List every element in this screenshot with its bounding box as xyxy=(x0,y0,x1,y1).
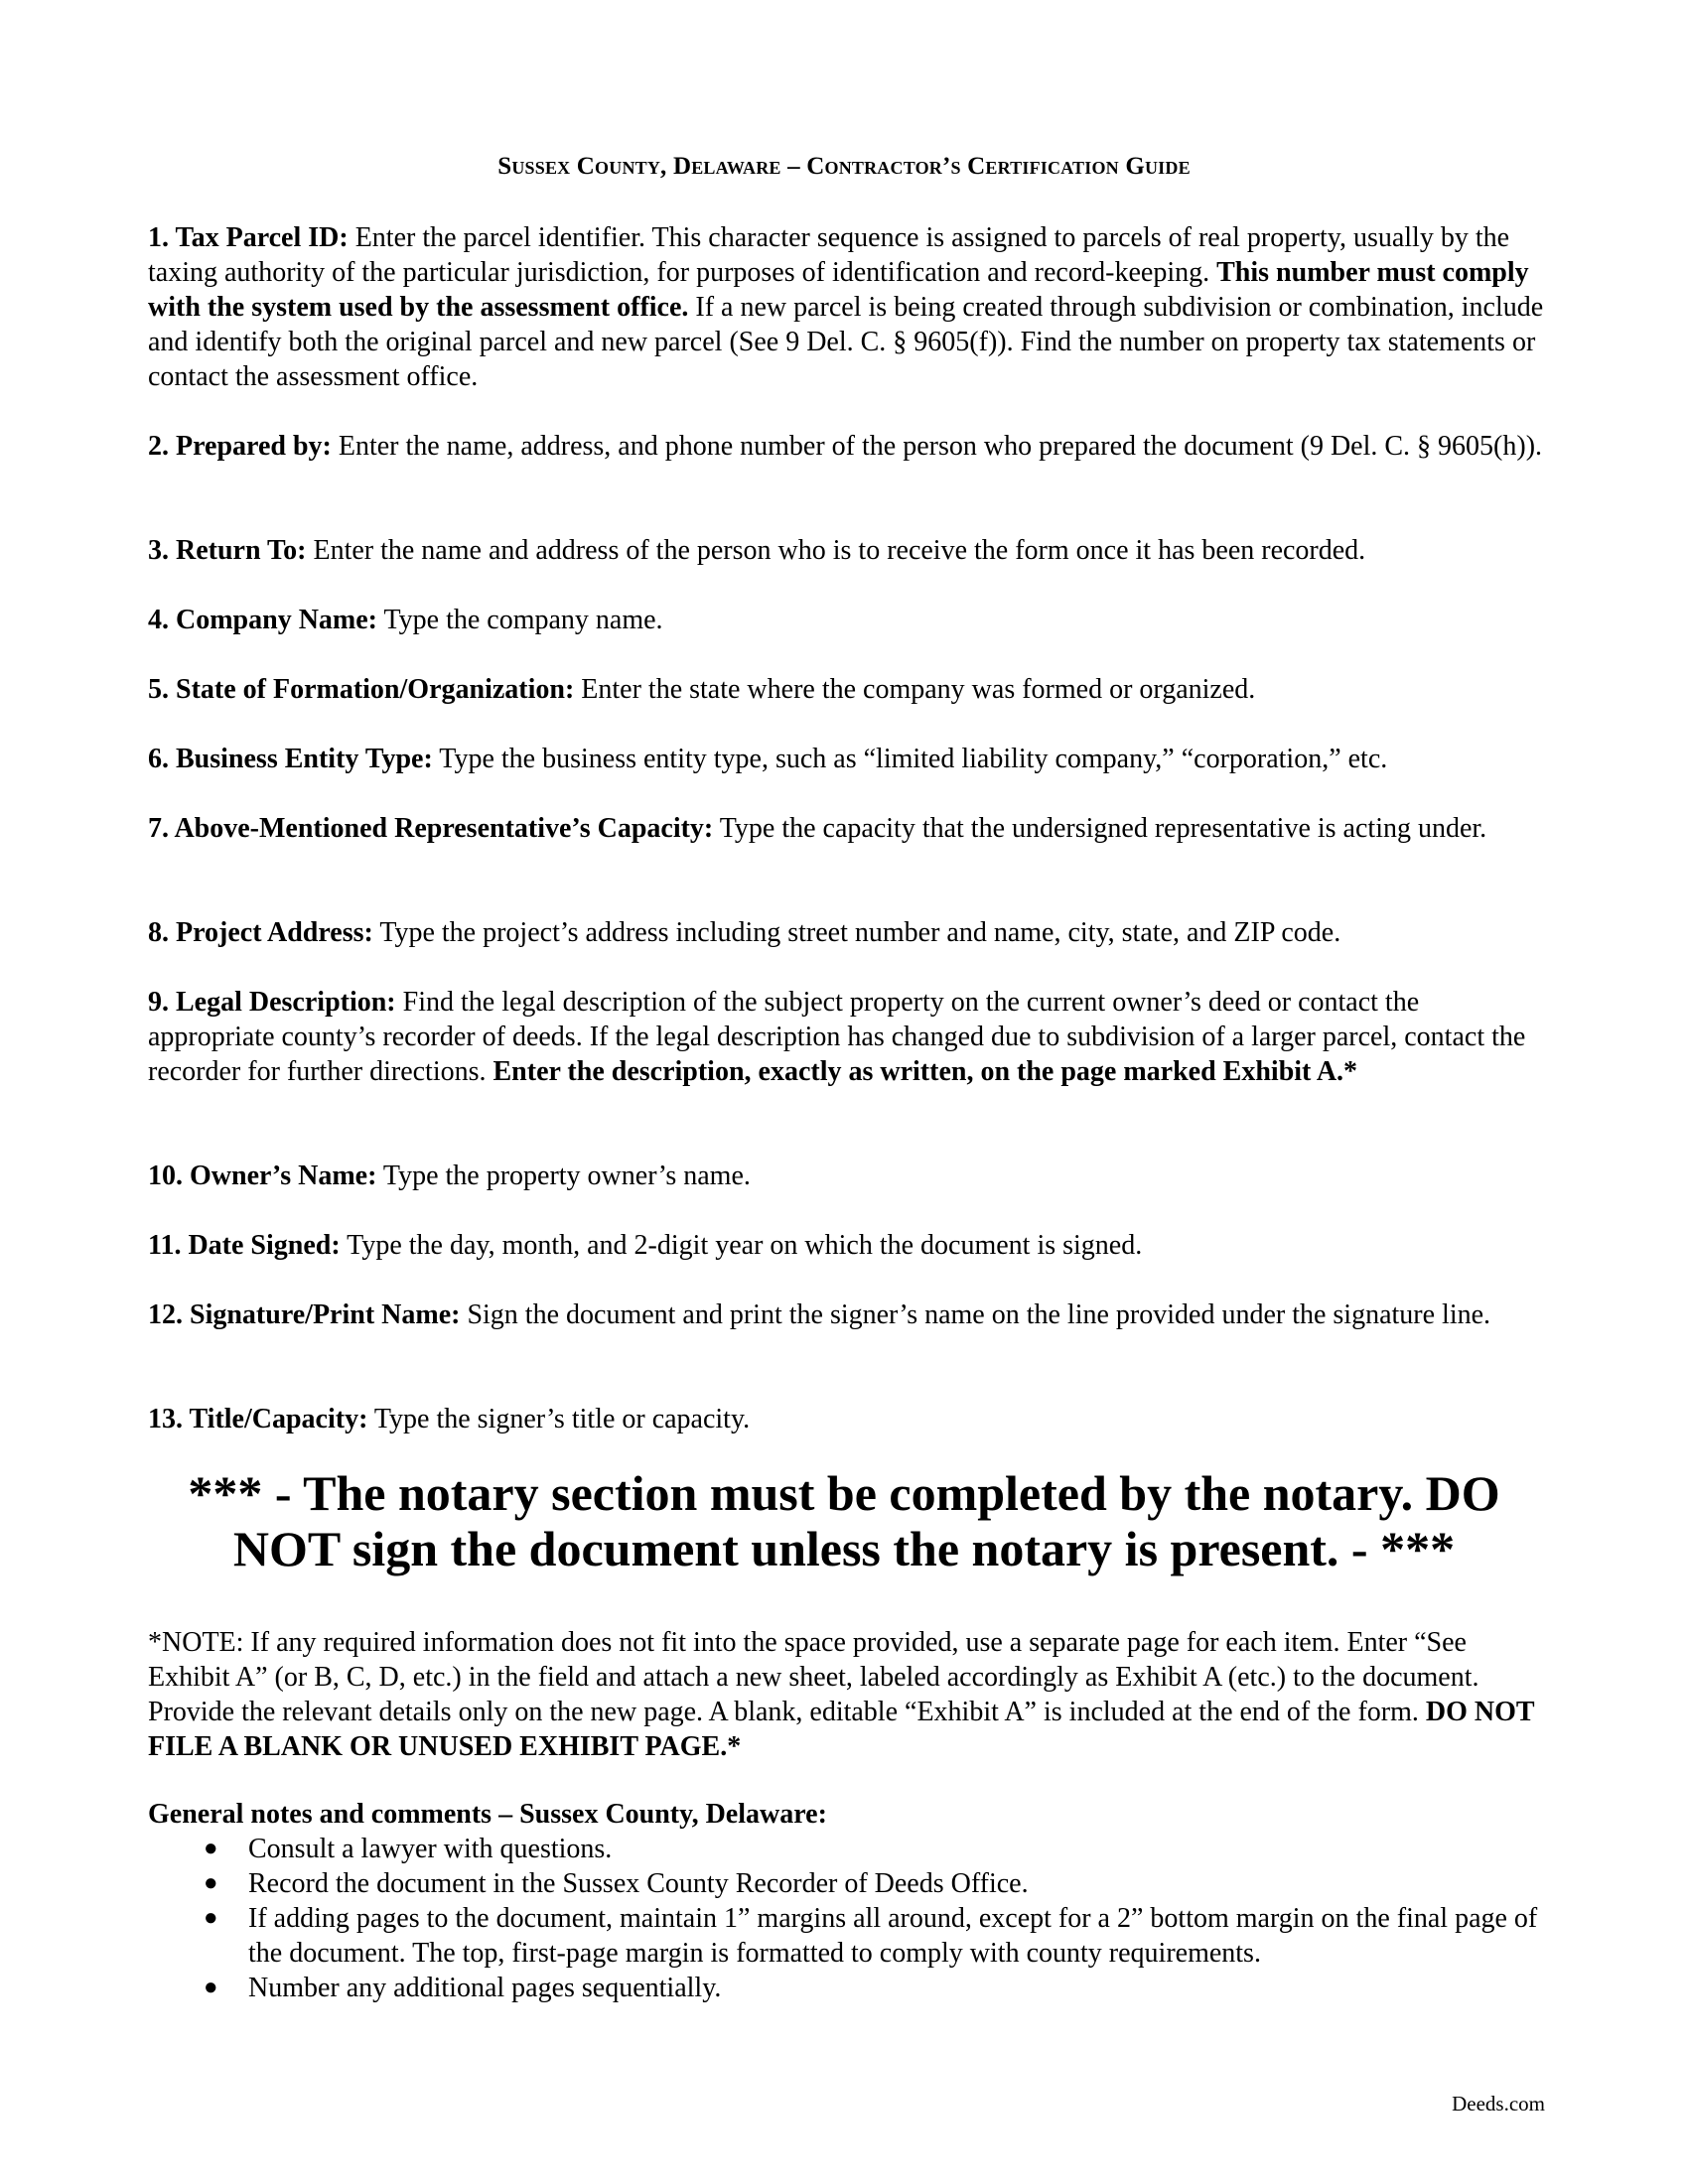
list-item-text: Record the document in the Sussex County Recorder of Deeds Office. xyxy=(248,1868,1029,1899)
item-text: Type the company name. xyxy=(377,605,663,635)
item-text: Type the capacity that the undersigned representative is acting under. xyxy=(713,813,1487,844)
general-notes-title: General notes and comments – Sussex County, Delaware: xyxy=(148,1799,827,1830)
note-text: *NOTE: If any required information does not fit into the space provided, use a separate page for each item. Enter “See Exhibit A” (or B, C, D, etc.) in the field and attach a new sheet, labeled accordingly as Exhibit A (etc.) to the document. Provide the relevant details only on the new page. A blank, editable “Exhibit A” is included at the end of the form. xyxy=(148,1627,1479,1727)
item-label: 4. Company Name: xyxy=(148,605,377,635)
guide-item-owners-name xyxy=(148,1159,1548,1193)
item-label: 11. Date Signed: xyxy=(148,1230,341,1261)
general-notes-list xyxy=(148,1832,1548,2005)
list-item-text: Number any additional pages sequentially. xyxy=(248,1973,722,2003)
item-label: 13. Title/Capacity: xyxy=(148,1404,368,1434)
notary-warning: *** - The notary section must be completed by the notary. DO NOT sign the document unless the notary is present. - *** xyxy=(188,1465,1500,1576)
list-item xyxy=(148,1901,1548,1971)
guide-item-signature-print-name xyxy=(148,1297,1548,1332)
guide-item-legal-description xyxy=(148,985,1548,1089)
guide-item-return-to xyxy=(148,533,1548,568)
guide-item-representative-capacity xyxy=(148,811,1548,846)
item-label: 2. Prepared by: xyxy=(148,431,332,462)
exhibit-note xyxy=(148,1625,1548,1764)
note-emphasis: DO NOT FILE A BLANK OR UNUSED EXHIBIT PAGE.* xyxy=(148,1697,1535,1762)
list-item-text: Consult a lawyer with questions. xyxy=(248,1834,613,1864)
guide-item-business-entity-type xyxy=(148,742,1548,776)
item-text: Type the signer’s title or capacity. xyxy=(367,1404,751,1434)
bullet-icon: ● xyxy=(204,1836,218,1861)
item-text-continued: If a new parcel is being created through subdivision or combination, include and identify both the original parcel and new parcel (See 9 Del. C. § 9605(f)). Find the number on property tax statements or contact the assessment office. xyxy=(148,292,1544,392)
item-text: Enter the name and address of the person who is to receive the form once it has been recorded. xyxy=(306,535,1366,566)
item-label: 7. Above-Mentioned Representative’s Capacity: xyxy=(148,813,714,844)
item-text: Enter the parcel identifier. This character sequence is assigned to parcels of real property, usually by the taxing authority of the particular jurisdiction, for purposes of identification and record-keeping. xyxy=(148,222,1510,288)
guide-item-state-of-formation xyxy=(148,672,1548,707)
list-item xyxy=(148,1866,1548,1901)
item-label: 5. State of Formation/Organization: xyxy=(148,674,575,705)
item-label: 6. Business Entity Type: xyxy=(148,744,433,774)
item-emphasis: This number must comply with the system used by the assessment office. xyxy=(148,257,1529,323)
item-label: 9. Legal Description: xyxy=(148,987,396,1018)
item-emphasis: Enter the description, exactly as written, on the page marked Exhibit A.* xyxy=(492,1056,1358,1087)
guide-item-prepared-by xyxy=(148,429,1548,464)
item-label: 8. Project Address: xyxy=(148,917,373,948)
item-text: Type the day, month, and 2-digit year on which the document is signed. xyxy=(340,1230,1143,1261)
guide-item-date-signed xyxy=(148,1228,1548,1263)
item-text: Type the property owner’s name. xyxy=(376,1160,751,1191)
guide-item-project-address xyxy=(148,915,1548,950)
item-label: 1. Tax Parcel ID: xyxy=(148,222,349,253)
item-label: 10. Owner’s Name: xyxy=(148,1160,377,1191)
item-text: Enter the state where the company was formed or organized. xyxy=(574,674,1256,705)
bullet-icon: ● xyxy=(204,1870,218,1896)
list-item xyxy=(148,1971,1548,2005)
item-text: Enter the name, address, and phone number of the person who prepared the document (9 Del. C. § 9605(h)). xyxy=(331,431,1543,462)
bullet-icon: ● xyxy=(204,1905,218,1931)
item-label: 3. Return To: xyxy=(148,535,307,566)
footer-source: Deeds.com xyxy=(1452,2092,1545,2116)
page-title: Sussex County, Delaware – Contractor’s Certification Guide xyxy=(497,153,1191,180)
item-text: Find the legal description of the subject property on the current owner’s deed or contact the appropriate county’s recorder of deeds. If the legal description has changed due to subdivision of a larger parcel, contact the recorder for further directions. xyxy=(148,987,1526,1087)
list-item-text: If adding pages to the document, maintain 1” margins all around, except for a 2” bottom margin on the final page of the document. The top, first-page margin is formatted to comply with county requirements. xyxy=(248,1903,1538,1969)
list-item xyxy=(148,1832,1548,1866)
bullet-icon: ● xyxy=(204,1975,218,2000)
item-label: 12. Signature/Print Name: xyxy=(148,1299,461,1330)
guide-item-title-capacity xyxy=(148,1402,1548,1436)
item-text: Sign the document and print the signer’s name on the line provided under the signature line. xyxy=(460,1299,1491,1330)
guide-item-tax-parcel-id xyxy=(148,220,1548,394)
item-text: Type the project’s address including street number and name, city, state, and ZIP code. xyxy=(372,917,1341,948)
guide-item-company-name xyxy=(148,603,1548,637)
item-text: Type the business entity type, such as “limited liability company,” “corporation,” etc. xyxy=(432,744,1388,774)
